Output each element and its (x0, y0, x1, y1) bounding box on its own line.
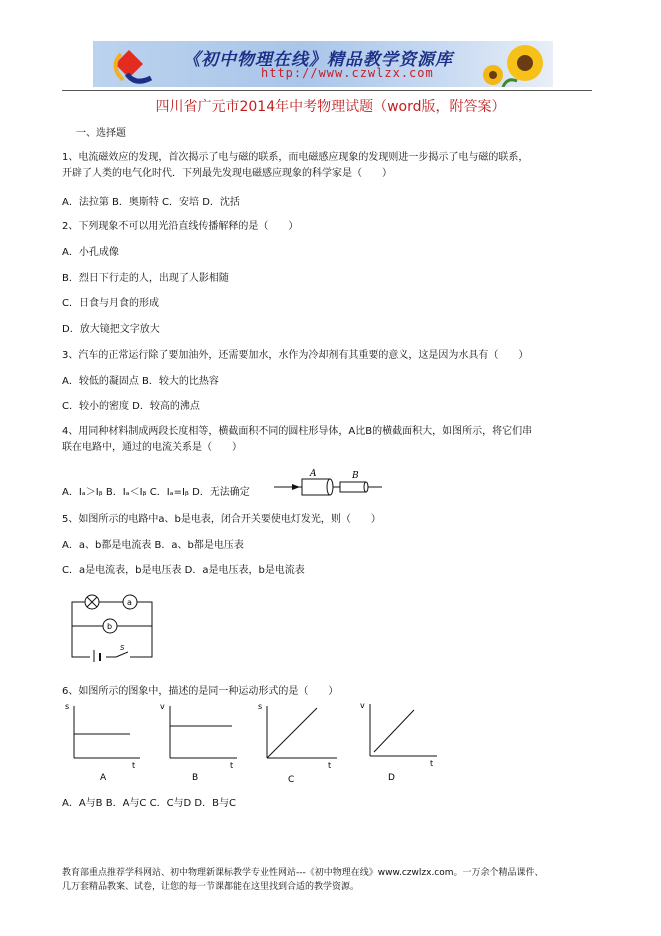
svg-text:b: b (107, 622, 113, 631)
conductor-diagram (272, 466, 384, 502)
question-2-stem: 2、下列现象不可以用光沿直线传播解释的是（ ） (62, 221, 299, 232)
question-5-stem: 5、如图所示的电路中a、b是电表，闭合开关要使电灯发光，则（ ） (62, 514, 381, 525)
question-1-line2: 开辟了人类的电气化时代．下列最先发现电磁感应现象的科学家是（ ） (62, 168, 392, 179)
question-6-stem: 6、如图所示的图象中，描述的是同一种运动形式的是（ ） (62, 686, 339, 697)
svg-text:S: S (120, 644, 125, 652)
question-2-option-a: A．小孔成像 (62, 247, 119, 258)
question-6-options: A．A与B B．A与C C．C与D D．B与C (62, 798, 236, 809)
svg-text:a: a (127, 598, 132, 607)
svg-text:t: t (328, 761, 332, 770)
question-5-options-cd: C．a是电流表，b是电压表 D．a是电压表，b是电流表 (62, 565, 305, 576)
graph-c (258, 702, 337, 785)
graph-a (65, 702, 140, 783)
motion-graphs (62, 700, 452, 790)
question-1-options: A．法拉第 B．奥斯特 C．安培 D．沈括 (62, 197, 240, 208)
svg-text:C: C (288, 775, 295, 785)
question-1 (62, 150, 592, 182)
svg-text:D: D (388, 773, 395, 783)
question-4-line2: 联在电路中，通过的电流关系是（ ） (62, 442, 242, 453)
question-3-stem: 3、汽车的正常运行除了要加油外，还需要加水，水作为冷却剂有其重要的意义，这是因为水具有（ ） (62, 350, 529, 361)
question-1-line1: 1、电流磁效应的发现，首次揭示了电与磁的联系，而电磁感应现象的发现则进一步揭示了电与磁的联系， (62, 152, 529, 163)
header-banner (93, 41, 553, 87)
svg-text:v: v (360, 701, 365, 710)
page-title: 四川省广元市2014年中考物理试题（word版，附答案） (155, 99, 506, 115)
header-divider (62, 90, 592, 91)
svg-text:A: A (100, 773, 107, 783)
sunflower-icon (473, 41, 553, 87)
svg-text:s: s (258, 702, 263, 711)
question-3-options-ab: A．较低的凝固点 B．较大的比热容 (62, 376, 219, 387)
svg-text:t: t (230, 761, 234, 770)
circuit-diagram (66, 592, 156, 662)
footer (62, 866, 602, 894)
banner-url: http://www.czwlzx.com (261, 66, 434, 80)
svg-text:B: B (192, 773, 199, 783)
question-4 (62, 424, 592, 456)
question-4-line1: 4、用同种材料制成两段长度相等，横截面积不同的圆柱形导体，A比B的横截面积大，如图所示，将它们串 (62, 426, 533, 437)
logo-icon (99, 44, 169, 86)
question-2-option-c: C．日食与月食的形成 (62, 298, 159, 309)
conductor-b (340, 482, 366, 492)
footer-line2: 几万套精品教案、试卷，让您的每一节课都能在这里找到合适的教学资源。 (62, 882, 360, 892)
conductor-a (302, 479, 330, 495)
banner-title: 《初中物理在线》精品教学资源库 (183, 50, 453, 70)
question-3-options-cd: C．较小的密度 D．较高的沸点 (62, 401, 200, 412)
footer-line1: 教育部重点推荐学科网站、初中物理新课标教学专业性网站---《初中物理在线》www.czwlzx.com。一万余个精品课件、 (62, 868, 544, 878)
graph-b (160, 702, 237, 783)
label-a: A (310, 469, 317, 479)
question-5-options-ab: A．a、b都是电流表 B．a、b都是电压表 (62, 540, 244, 551)
svg-text:s: s (65, 702, 70, 711)
svg-text:t: t (132, 761, 136, 770)
graph-d (360, 701, 437, 783)
question-4-options: A．Iₐ＞Iᵦ B．Iₐ＜Iᵦ C．Iₐ=Iᵦ D．无法确定 (62, 487, 250, 498)
svg-text:t: t (430, 759, 434, 768)
section-heading: 一、选择题 (76, 128, 126, 139)
question-2-option-b: B．烈日下行走的人，出现了人影相随 (62, 273, 229, 284)
svg-text:v: v (160, 702, 165, 711)
label-b: B (352, 471, 359, 481)
question-2-option-d: D．放大镜把文字放大 (62, 324, 160, 335)
